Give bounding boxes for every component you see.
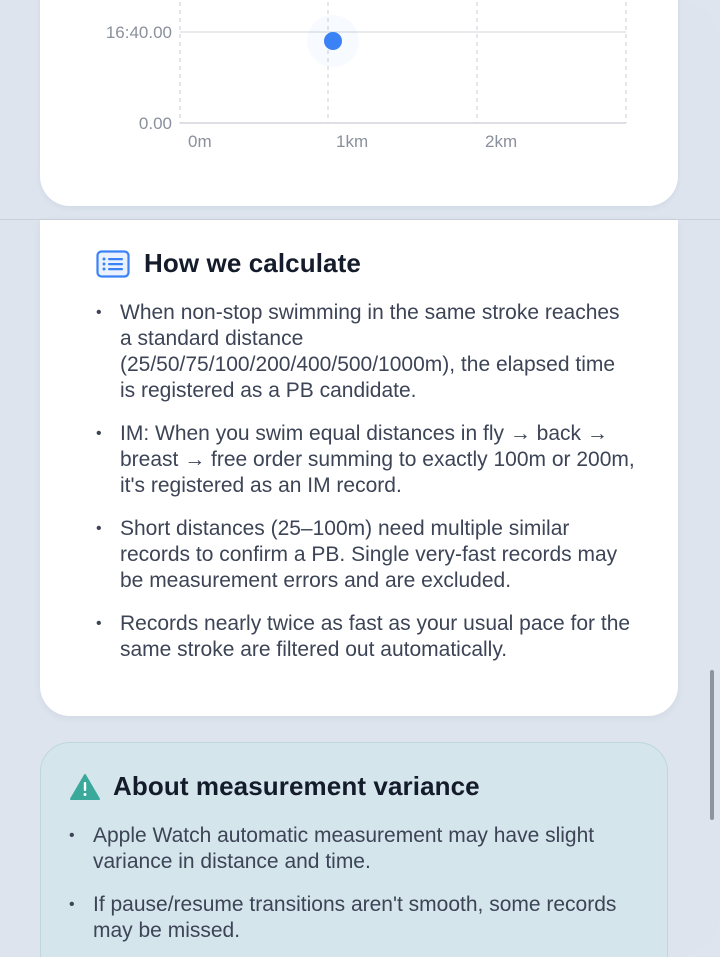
pb-chart (40, 0, 678, 206)
list-item: • Records nearly twice as fast as your usual pace for the same stroke are filtered out automatically. (96, 611, 636, 663)
list-item: • When non-stop swimming in the same stroke reaches a standard distance (25/50/75/100/200/400/500/1000m), the elapsed time is registered as a PB candidate. (96, 300, 636, 404)
how-we-calculate-list (96, 300, 636, 663)
how-we-calculate-title: How we calculate (144, 248, 361, 278)
pb-chart-card (40, 0, 678, 206)
chart-x-tick-label: 1km (336, 132, 369, 151)
how-we-calculate-card (40, 220, 678, 716)
warning-icon (69, 773, 101, 801)
measurement-variance-header (69, 771, 480, 802)
chart-point (324, 32, 342, 50)
list-icon (96, 250, 130, 278)
list-item: • Short distances (25–100m) need multiple similar records to confirm a PB. Single very-fast records may be measurement errors and are excluded. (96, 516, 636, 594)
measurement-variance-list (69, 823, 629, 944)
chart-y-tick-label: 0.00 (138, 114, 172, 133)
list-item: • Apple Watch automatic measurement may have slight variance in distance and time. (69, 823, 629, 875)
scroll-indicator[interactable] (710, 670, 714, 820)
chart-y-tick-label: 16:40.00 (105, 23, 172, 42)
how-we-calculate-header (96, 248, 361, 279)
measurement-variance-card (40, 742, 668, 957)
list-item: • IM: When you swim equal distances in fly → back → breast → free order summing to exactly 100m or 200m, it's registered as an IM record. (96, 421, 636, 499)
chart-x-tick-label: 2km (485, 132, 518, 151)
list-item: • If pause/resume transitions aren't smooth, some records may be missed. (69, 892, 629, 944)
chart-x-tick-label: 0m (188, 132, 212, 151)
measurement-variance-title: About measurement variance (113, 771, 480, 801)
